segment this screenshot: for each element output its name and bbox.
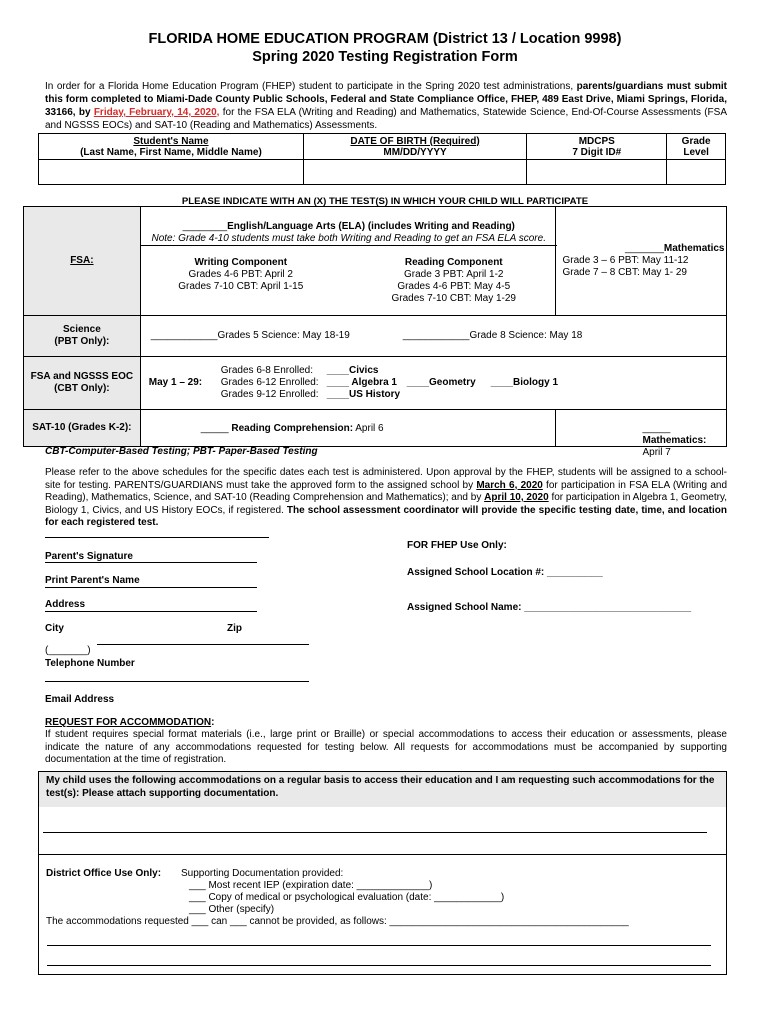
- intro-paragraph: [45, 80, 727, 132]
- history-label: US History: [349, 389, 401, 400]
- student-name-field[interactable]: [39, 160, 304, 185]
- form-title: [0, 30, 770, 66]
- address-line[interactable]: [45, 587, 257, 588]
- fsa-ela-option[interactable]: [141, 221, 557, 233]
- mdcps-subtitle: 7 Digit ID#: [572, 146, 622, 158]
- science-options-cell: [140, 316, 726, 357]
- sat-reading-cell: [140, 410, 556, 447]
- email-line[interactable]: [45, 681, 309, 682]
- grade-subtitle: Level: [683, 146, 709, 158]
- accommodation-text: If student requires special format materials (i.e., large print or Braille) or special accommodations to access their education or assessments, please indicate the nature of any accommodations requested for testing below. All requests for accommodations must be accompanied by supporting documentation at the time of registration.: [45, 729, 727, 765]
- supporting-doc-evaluation[interactable]: ___ Copy of medical or psychological evaluation (date: ____________): [189, 892, 505, 903]
- parent-signature-label: Parent's Signature: [45, 551, 133, 562]
- supporting-doc-label: Supporting Documentation provided:: [181, 868, 344, 879]
- sat-math-date: April 7: [642, 447, 671, 458]
- history-option[interactable]: [327, 389, 400, 401]
- science-label: Science: [62, 324, 101, 335]
- mdcps-id-field[interactable]: [527, 160, 667, 185]
- fsa-ela-cell: [140, 207, 556, 316]
- science-grade8-option[interactable]: [403, 330, 583, 342]
- student-name-subtitle: (Last Name, First Name, Middle Name): [80, 146, 262, 158]
- city-zip-line[interactable]: [45, 611, 257, 612]
- sat-reading-option[interactable]: [201, 423, 384, 435]
- sat-math-option[interactable]: [642, 423, 726, 459]
- telephone-label: Telephone Number: [45, 658, 135, 669]
- accommodation-title-colon: :: [211, 717, 215, 728]
- science-grade8-checkbox[interactable]: ____________: [402, 330, 470, 341]
- eoc-dates: May 1 – 29:: [148, 377, 203, 388]
- eoc-row1-label: Grades 6-8 Enrolled:: [220, 365, 314, 376]
- print-name-line[interactable]: [45, 562, 257, 563]
- fsa-math-line1: Grade 3 – 6 PBT: May 11-12: [562, 255, 689, 266]
- decision-line-2[interactable]: [47, 965, 711, 966]
- grade-level-header: [667, 134, 726, 160]
- grade-level-field[interactable]: [667, 160, 726, 185]
- test-abbreviations: CBT-Computer-Based Testing; PBT- Paper-Based Testing: [45, 446, 318, 457]
- dob-title: DATE OF BIRTH (Required): [350, 135, 480, 147]
- supporting-doc-iep[interactable]: ___ Most recent IEP (expiration date: _____________): [189, 880, 433, 891]
- instructions-paragraph: [45, 467, 727, 530]
- intro-text: In order for a Florida Home Education Program (FHEP) student to participate in the Spring 2020 test administrations,: [45, 81, 577, 92]
- fsa-math-cell: [556, 207, 727, 316]
- geometry-checkbox[interactable]: ____: [406, 377, 429, 388]
- algebra-label: Algebra 1: [351, 377, 397, 388]
- sat-reading-label: Reading Comprehension:: [231, 423, 354, 434]
- eoc-options-cell: [140, 357, 726, 410]
- accommodation-box: [38, 771, 727, 975]
- biology-option[interactable]: [491, 377, 558, 389]
- accommodation-title-text: REQUEST FOR ACCOMMODATION: [45, 717, 212, 728]
- reading-component-line1: Grade 3 PBT: April 1-2: [404, 269, 504, 280]
- eoc-label: FSA and NGSSS EOC: [30, 371, 134, 382]
- sat-math-label: Mathematics:: [642, 435, 707, 446]
- science-grade5-checkbox[interactable]: ____________: [150, 330, 218, 341]
- reading-component: [359, 257, 549, 305]
- mdcps-id-header: [527, 134, 667, 160]
- sat-reading-date: April 6: [353, 423, 384, 434]
- sat-math-cell: [556, 410, 727, 458]
- assigned-school-name: Assigned School Name: ______________________________: [407, 602, 692, 613]
- writing-component-line1: Grades 4-6 PBT: April 2: [188, 269, 293, 280]
- fsa-ela-checkbox[interactable]: ________: [182, 221, 228, 232]
- writing-component-line2: Grades 7-10 CBT: April 1-15: [178, 281, 304, 292]
- geometry-label: Geometry: [429, 377, 476, 388]
- fhep-use-title: FOR FHEP Use Only:: [407, 540, 507, 551]
- supporting-doc-other[interactable]: ___ Other (specify): [189, 904, 275, 915]
- algebra-checkbox[interactable]: ____: [326, 377, 352, 388]
- reading-component-line2: Grades 4-6 PBT: May 4-5: [397, 281, 511, 292]
- fsa-ela-title: English/Language Arts (ELA) (includes Writing and Reading): [227, 221, 515, 232]
- student-name-title: Student's Name: [133, 135, 209, 147]
- decision-line-1[interactable]: [47, 945, 711, 946]
- city-label: City: [45, 623, 64, 634]
- address-label: Address: [45, 599, 86, 610]
- submission-deadline: Friday, February, 14, 2020,: [93, 107, 220, 118]
- school-deadline-1: March 6, 2020: [476, 479, 543, 491]
- accommodation-entry-line[interactable]: [43, 832, 707, 833]
- science-grade8-label: Grade 8 Science: May 18: [469, 330, 583, 341]
- science-grade5-option[interactable]: [151, 330, 350, 342]
- fsa-ela-note: Note: Grade 4-10 students must take both Writing and Reading to get an FSA ELA score.: [151, 233, 546, 244]
- algebra-option[interactable]: [327, 377, 397, 389]
- student-info-table: [38, 133, 726, 185]
- instructions-text: Please refer to the above schedules for the specific dates each test is administered. Upon approval by the FHEP, students will be assigned to a school-site for testing. PARENTS/GUARDIANS must take the approved form to the assigned school by: [45, 467, 727, 491]
- eoc-label-cell: [24, 357, 141, 410]
- accommodation-title: [45, 717, 214, 728]
- fsa-math-title: Mathematics: [663, 243, 725, 254]
- fsa-ela-divider: [141, 245, 557, 246]
- instructions-text-3: for participation in Algebra 1, Geometry, Biology 1, Civics, and US History EOCs, if registered.: [45, 492, 727, 516]
- email-label: Email Address: [45, 694, 115, 705]
- biology-checkbox[interactable]: ____: [490, 377, 513, 388]
- accommodation-box-divider: [39, 854, 726, 855]
- fsa-math-checkbox[interactable]: _______: [624, 243, 664, 254]
- district-office-label: District Office Use Only:: [46, 868, 162, 879]
- accommodation-box-header: [39, 772, 726, 807]
- form-title-line1: FLORIDA HOME EDUCATION PROGRAM (District 13 / Location 9998): [148, 31, 622, 47]
- parent-signature-line[interactable]: [45, 537, 269, 538]
- phone-area-code[interactable]: (_______): [45, 645, 91, 656]
- dob-field[interactable]: [303, 160, 526, 185]
- fsa-math-line2: Grade 7 – 8 CBT: May 1- 29: [562, 267, 687, 278]
- fsa-label-cell: [24, 207, 141, 316]
- grade-title: Grade: [681, 135, 711, 147]
- science-sublabel: (PBT Only):: [54, 336, 110, 347]
- form-title-line2: Spring 2020 Testing Registration Form: [252, 49, 518, 65]
- civics-label: Civics: [349, 365, 379, 376]
- eoc-row3-label: Grades 9-12 Enrolled:: [220, 389, 319, 400]
- print-name-label: Print Parent's Name: [45, 575, 140, 586]
- accommodations-decision[interactable]: The accommodations requested ___ can ___ cannot be provided, as follows: ___________________________________________: [46, 916, 629, 927]
- telephone-line[interactable]: [97, 644, 309, 645]
- writing-component-title: Writing Component: [194, 257, 288, 268]
- reading-component-line3: Grades 7-10 CBT: May 1-29: [391, 293, 516, 304]
- eoc-sublabel: (CBT Only):: [54, 383, 110, 394]
- history-checkbox[interactable]: ____: [326, 389, 349, 400]
- accommodation-box-heading: My child uses the following accommodations on a regular basis to access their education and I am requesting such accommodations for the test(s): Please attach supporting documentation.: [46, 775, 715, 799]
- school-deadline-2: April 10, 2020: [484, 492, 549, 503]
- sat-reading-checkbox[interactable]: _____: [200, 423, 232, 434]
- eoc-row2-label: Grades 6-12 Enrolled:: [220, 377, 319, 388]
- intro-submission-instructions: parents/guardians must submit this form completed to Miami-Dade County Public Schools, Federal and State Compliance Office, FHEP, 489 East Drive, Miami Springs, Florida, 33166, by: [45, 81, 727, 118]
- instructions-bold: The school assessment coordinator will provide the specific testing date, time, and location for each registered test.: [45, 504, 727, 528]
- science-grade5-label: Grades 5 Science: May 18-19: [217, 330, 350, 341]
- student-name-header: [39, 134, 304, 160]
- civics-checkbox[interactable]: ____: [326, 365, 349, 376]
- sat-label: SAT-10 (Grades K-2):: [32, 422, 132, 433]
- instructions-text-2: for participation in FSA ELA (Writing and Reading), Mathematics, Science, and SAT-10 (Reading Comprehension and Mathematics); and by: [45, 479, 728, 503]
- civics-option[interactable]: [327, 365, 379, 377]
- zip-label: Zip: [227, 623, 242, 634]
- dob-header: [303, 134, 526, 160]
- dob-subtitle: MM/DD/YYYY: [383, 146, 447, 158]
- science-label-cell: [24, 316, 141, 357]
- biology-label: Biology 1: [513, 377, 559, 388]
- intro-text-2: for the FSA ELA (Writing and Reading) and Mathematics, Statewide Science, End-Of-Course Assessments (FSA and NGSSS EOCs) and SAT-10 (Reading and Mathematics) Assessments.: [45, 107, 728, 131]
- sat-math-checkbox[interactable]: _____: [642, 423, 671, 434]
- fsa-label: FSA:: [70, 255, 94, 266]
- writing-component: [151, 257, 331, 293]
- geometry-option[interactable]: [407, 377, 476, 389]
- mdcps-title: MDCPS: [578, 135, 615, 147]
- sat-label-cell: [24, 410, 141, 447]
- fsa-math-option[interactable]: [588, 243, 724, 255]
- assigned-school-location: Assigned School Location #: __________: [407, 567, 603, 578]
- test-selection-heading: PLEASE INDICATE WITH AN (X) THE TEST(S) IN WHICH YOUR CHILD WILL PARTICIPATE: [181, 196, 589, 207]
- reading-component-title: Reading Component: [404, 257, 503, 268]
